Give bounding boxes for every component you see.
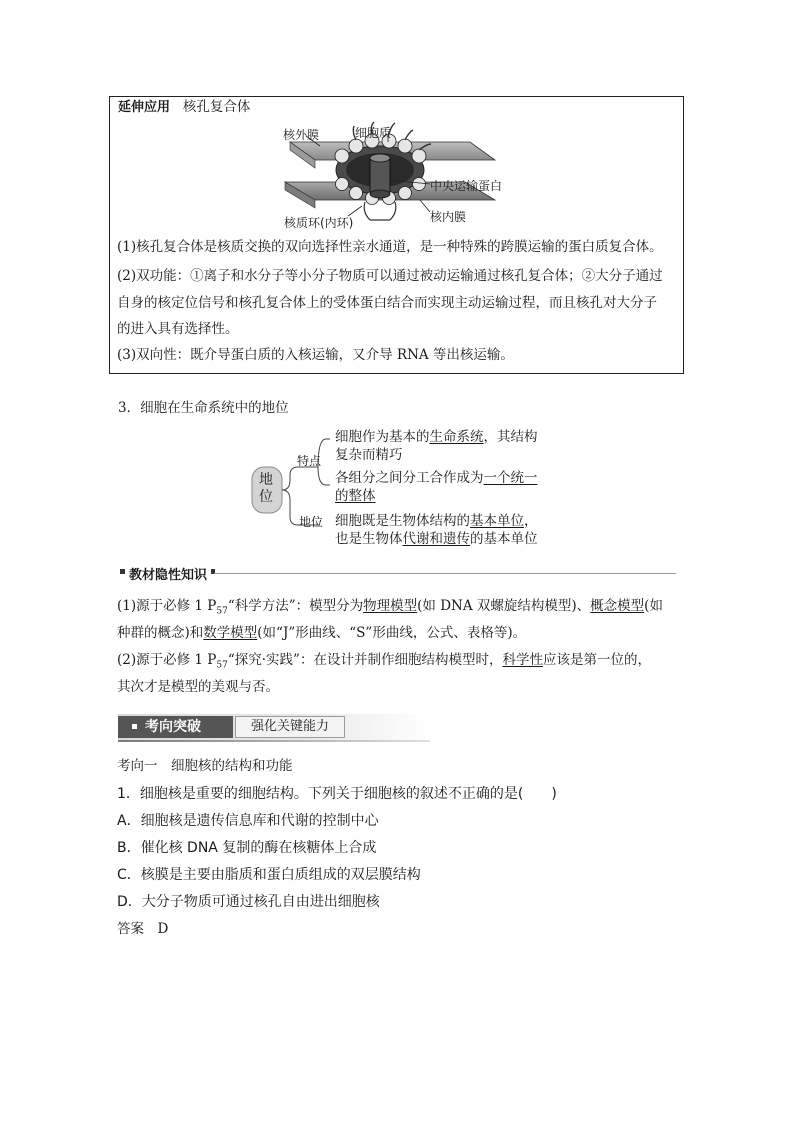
central-transporter-shape (370, 158, 390, 194)
feature-item-1-line-2: 复杂而精巧 (335, 447, 403, 463)
banner-underline (118, 740, 430, 742)
hidden-paragraph-1-line-1 (117, 596, 663, 622)
hp1-f: (如“J”形曲线、“S”形曲线，公式、表格等)。 (257, 625, 527, 641)
status-2-pre: 也是生物体 (335, 531, 403, 547)
hp2-sub: 57 (216, 660, 228, 671)
branch-label-features: 特点 (297, 454, 322, 468)
hidden-paragraph-1-line-2 (117, 623, 526, 643)
option-b: B．催化核 DNA 复制的酶在核糖体上合成 (117, 840, 377, 856)
hp2-u: 科学性 (502, 652, 543, 668)
hp1-c: (如 DNA 双螺旋结构模型)、 (417, 598, 591, 614)
section-3-heading: 3．细胞在生命系统中的地位 (118, 400, 289, 416)
branch-label-status: 地位 (299, 515, 324, 529)
extension-title-prefix: 延伸应用 (118, 100, 171, 115)
extension-paragraph-3: (3)双向性：既介导蛋白质的入核运输，又介导 RNA 等出核运输。 (117, 347, 514, 363)
extension-title (118, 97, 250, 118)
hp1-u2: 概念模型 (590, 598, 645, 614)
label-cytoplasm: 细胞质 (355, 126, 392, 140)
status-1-post: ， (524, 513, 538, 529)
status-1-underlined: 基本单位 (470, 513, 524, 529)
feature-2-pre: 各组分之间分工合作成为 (335, 470, 484, 486)
banner-dark-label (118, 716, 233, 738)
hidden-paragraph-2-line-2: 其次才是模型的美观与否。 (117, 679, 279, 695)
hp1-b: “科学方法”：模型分为 (227, 598, 364, 614)
status-2-post: 的基本单位 (470, 531, 538, 547)
option-c: C．核膜是主要由脂质和蛋白质组成的双层膜结构 (117, 867, 421, 883)
label-inner-membrane: 核内膜 (430, 210, 467, 224)
hp1-a: (1)源于必修 1 P (117, 598, 217, 614)
hidden-knowledge-heading: 教材隐性知识 (129, 568, 208, 583)
extension-title-text: 核孔复合体 (182, 99, 251, 115)
hidden-paragraph-2-line-1 (117, 650, 651, 676)
concept-map-center: 地位 (259, 472, 273, 505)
option-d: D．大分子物质可通过核孔自由进出细胞核 (117, 894, 380, 910)
feature-2-underlined: 一个统一 (483, 470, 538, 486)
hp2-a: (2)源于必修 1 P (117, 652, 217, 668)
label-central-protein: 中央运输蛋白 (430, 179, 503, 193)
extension-paragraph-1: (1)核孔复合体是核质交换的双向选择性亲水通道，是一种特殊的跨膜运输的蛋白质复合体。 (117, 239, 663, 255)
hidden-knowledge-rule (214, 573, 676, 574)
hp1-u3: 数学模型 (203, 625, 258, 641)
status-1-pre: 细胞既是生物体结构的 (335, 513, 470, 529)
feature-2-line-2-underlined: 的整体 (335, 488, 376, 504)
extension-paragraph-2-line-2: 自身的核定位信号和核孔复合体上的受体蛋白结合而实现主动运输过程，而且核孔对大分子 (117, 295, 657, 311)
feature-1-underlined: 生命系统 (429, 429, 484, 445)
hp1-sub: 57 (216, 606, 228, 617)
feature-item-2-line-2 (335, 486, 376, 506)
hp2-b: “探究·实践”：在设计并制作细胞结构模型时， (227, 652, 503, 668)
banner-square-icon (132, 724, 137, 729)
question-topic: 考向一 细胞核的结构和功能 (117, 758, 293, 774)
extension-paragraph-2-line-3: 的进入具有选择性。 (117, 321, 239, 337)
hidden-knowledge-marker-left (120, 569, 125, 574)
feature-item-1-line-1 (335, 427, 538, 447)
hp1-u1: 物理模型 (363, 598, 418, 614)
label-outer-membrane: 核外膜 (283, 128, 320, 142)
status-item-line-1 (335, 511, 538, 531)
hp1-e: 种群的概念)和 (117, 625, 204, 641)
feature-1-post: ，其结构 (483, 429, 538, 445)
label-nucleoplasm-ring: 核质环(内环) (284, 216, 354, 230)
answer: 答案 D (117, 921, 169, 937)
status-2-underlined: 代谢和遗传 (402, 531, 470, 547)
banner-light-label: 强化关键能力 (235, 716, 345, 738)
feature-1-pre: 细胞作为基本的 (335, 429, 430, 445)
extension-paragraph-2-line-1: (2)双功能：①离子和水分子等小分子物质可以通过被动运输通过核孔复合体；②大分子通过 (117, 268, 663, 284)
banner-dark-text: 考向突破 (145, 719, 201, 735)
question-stem: 1．细胞核是重要的细胞结构。下列关于细胞核的叙述不正确的是( ) (117, 786, 557, 802)
hp2-c: 应该是第一位的， (542, 652, 651, 668)
status-item-line-2 (335, 529, 538, 549)
hp1-d: (如 (644, 598, 663, 614)
option-a: A．细胞核是遗传信息库和代谢的控制中心 (117, 813, 379, 829)
feature-item-2-line-1 (335, 468, 538, 488)
